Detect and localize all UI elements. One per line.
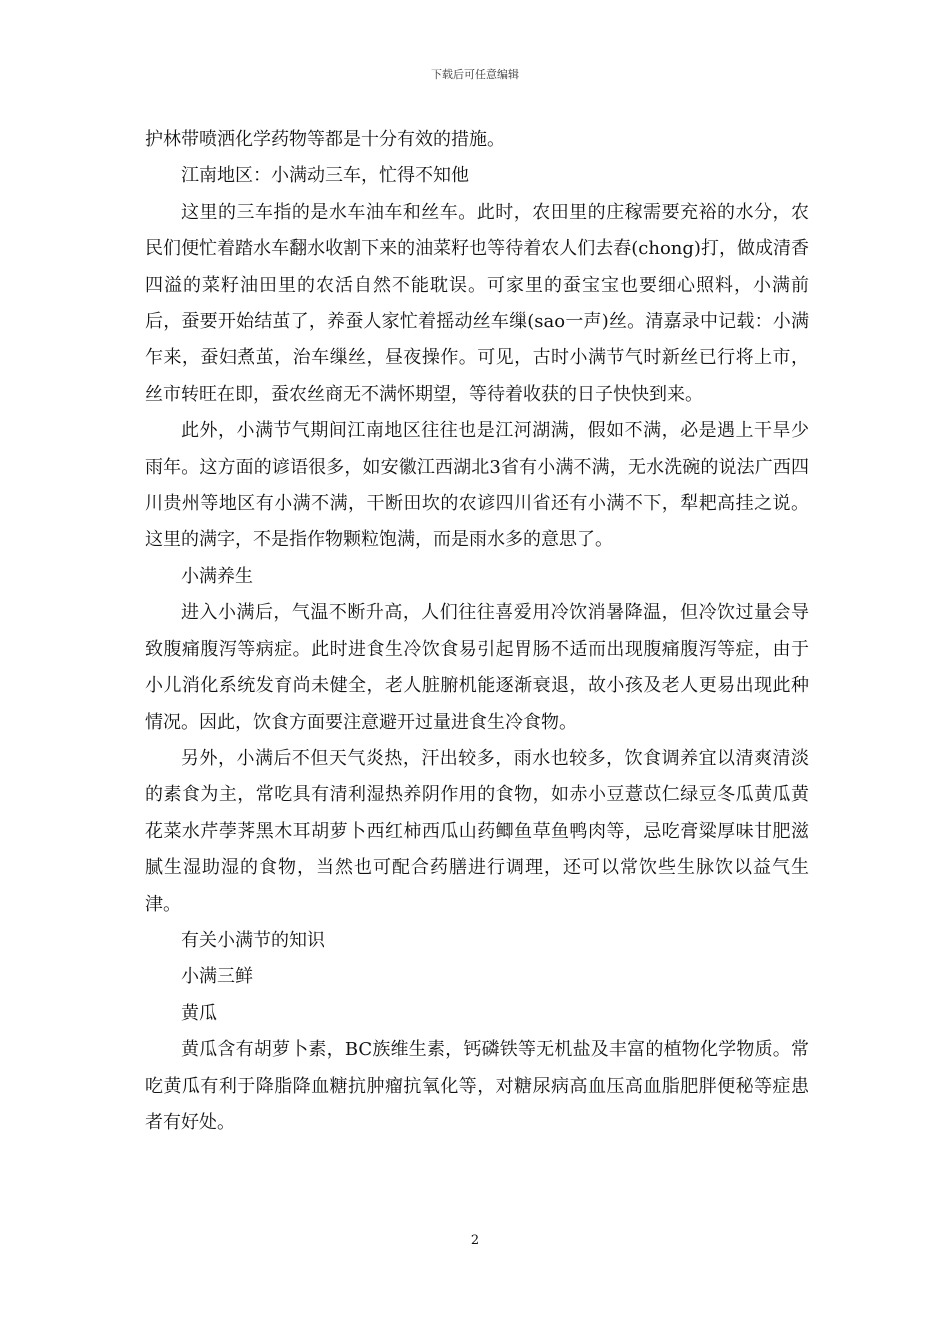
- section-heading-cucumber: 黄瓜: [181, 1002, 217, 1024]
- section-heading-three-fresh: 小满三鲜: [181, 966, 253, 988]
- paragraph-diet: 另外，小满后不但天气炎热，汗出较多，雨水也较多，饮食调养宜以清爽清淡的素食为主，常吃具有清利湿热养阴作用的食物，如赤小豆薏苡仁绿豆冬瓜黄瓜黄花菜水芹荸荠黑木耳胡萝卜西红柿西瓜山药鲫鱼草鱼鸭肉等，忌吃膏粱厚味甘肥滋腻生湿助湿的食物，当然也可配合药膳进行调理，还可以常饮些生脉饮以益气生津。: [145, 747, 809, 915]
- paragraph-three-carts: 这里的三车指的是水车油车和丝车。此时，农田里的庄稼需要充裕的水分，农民们便忙着踏水车翻水收割下来的油菜籽也等待着农人们去舂(chong)打，做成清香四溢的菜籽油田里的农活自然不能耽误。可家里的蚕宝宝也要细心照料，小满前后，蚕要开始结茧了，养蚕人家忙着摇动丝车缫(sao一声)丝。清嘉录中记载：小满乍来，蚕妇煮茧，治车缫丝，昼夜操作。可见，古时小满节气时新丝已行将上市，丝市转旺在即，蚕农丝商无不满怀期望，等待着收获的日子快快到来。: [145, 201, 809, 405]
- section-heading-jiangnan: 江南地区：小满动三车，忙得不知他: [181, 165, 469, 187]
- paragraph-proverbs: 此外，小满节气期间江南地区往往也是江河湖满，假如不满，必是遇上干旱少雨年。这方面的谚语很多，如安徽江西湖北3省有小满不满，无水洗碗的说法广西四川贵州等地区有小满不满，干断田坎的农谚四川省还有小满不下，犁耙高挂之说。这里的满字，不是指作物颗粒饱满，而是雨水多的意思了。: [145, 420, 809, 551]
- paragraph-continued: 护林带喷洒化学药物等都是十分有效的措施。: [145, 129, 505, 150]
- paragraph-cucumber: 黄瓜含有胡萝卜素，BC族维生素，钙磷铁等无机盐及丰富的植物化学物质。常吃黄瓜有利于降脂降血糖抗肿瘤抗氧化等，对糖尿病高血压高血脂肥胖便秘等症患者有好处。: [145, 1039, 809, 1133]
- section-heading-health: 小满养生: [181, 565, 253, 587]
- page-header: 下载后可任意编辑: [431, 68, 519, 81]
- section-heading-knowledge: 有关小满节的知识: [181, 929, 325, 951]
- page-number: 2: [470, 1233, 480, 1248]
- paragraph-cold-drinks: 进入小满后，气温不断升高，人们往往喜爱用冷饮消暑降温，但冷饮过量会导致腹痛腹泻等病症。此时进食生冷饮食易引起胃肠不适而出现腹痛腹泻等症，由于小儿消化系统发育尚未健全，老人脏腑机能逐渐衰退，故小孩及老人更易出现此种情况。因此，饮食方面要注意避开过量进食生冷食物。: [145, 602, 809, 733]
- document-body: [145, 122, 809, 1141]
